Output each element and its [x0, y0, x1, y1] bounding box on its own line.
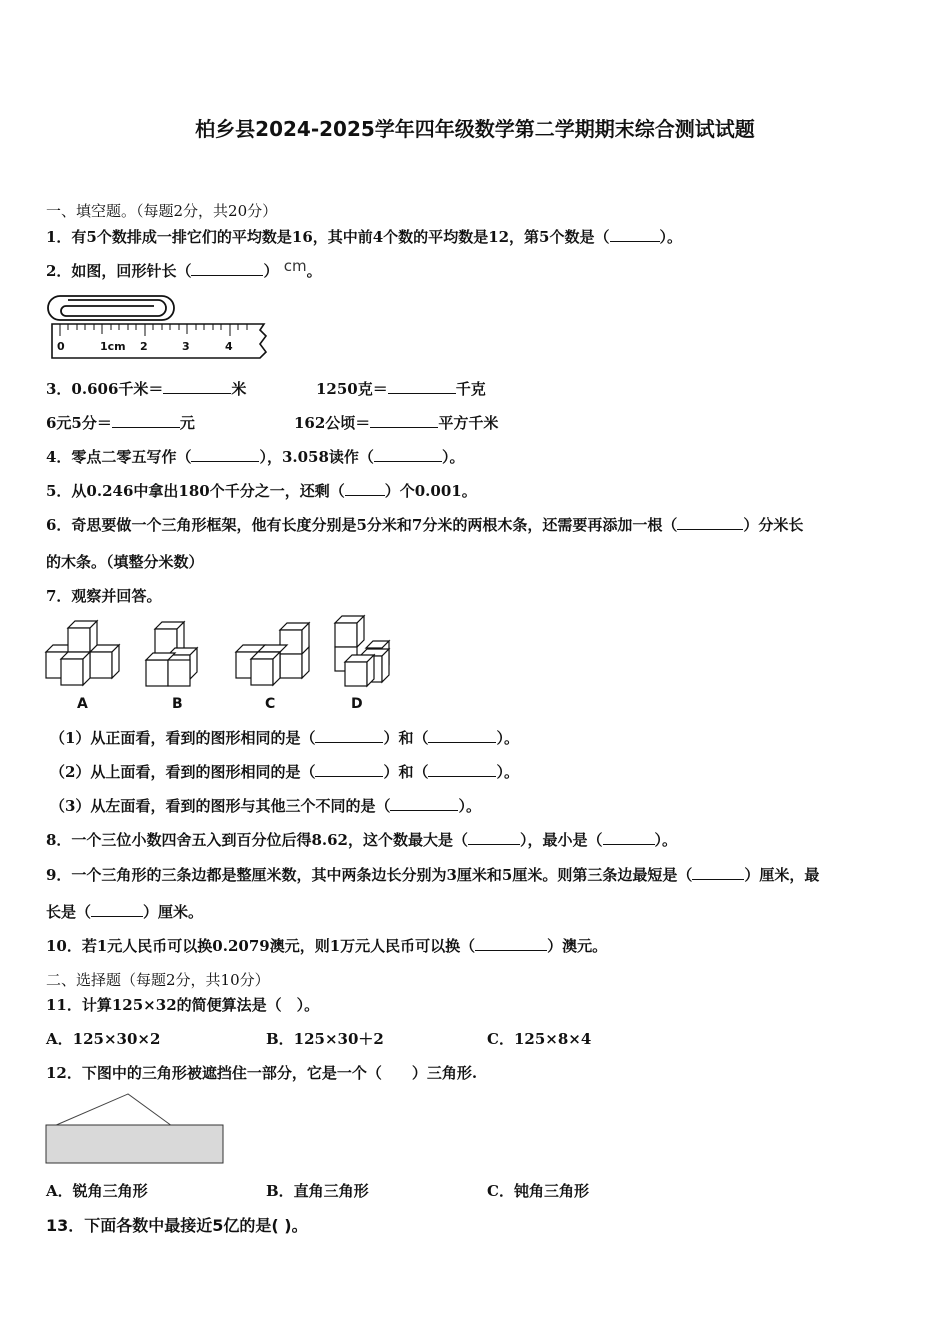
question-5: 5．从0.246中拿出180个千分之一，还剩（ ）个0.001。 — [46, 482, 477, 500]
question-4: 4．零点二零五写作（ ），3.058读作（ ）。 — [46, 448, 465, 466]
answer-blank[interactable] — [112, 413, 180, 428]
option-c[interactable]: C．钝角三角形 — [487, 1182, 589, 1200]
answer-blank[interactable] — [315, 728, 383, 743]
ruler-tick-label: 4 — [225, 340, 233, 353]
answer-blank[interactable] — [163, 379, 231, 394]
question-1: 1．有5个数排成一排它们的平均数是16，其中前4个数的平均数是12，第5个数是（ ）。 — [46, 228, 683, 246]
answer-blank[interactable] — [390, 796, 458, 811]
question-6-continued: 的木条。（填整分米数） — [46, 553, 204, 571]
ruler-tick-label: 1cm — [100, 340, 126, 353]
question-8: 8．一个三位小数四舍五入到百分位后得8.62，这个数最大是（ ），最小是（ ）。 — [46, 831, 678, 849]
cube-figures — [40, 612, 400, 692]
paperclip-icon — [48, 296, 174, 320]
answer-blank[interactable] — [370, 413, 438, 428]
question-3-part-d: 162公顷＝ 平方千米 — [294, 414, 499, 432]
question-7-part-1: （1）从正面看，看到的图形相同的是（ ）和（ ）。 — [50, 729, 519, 747]
answer-blank[interactable] — [345, 481, 385, 496]
answer-blank[interactable] — [603, 830, 655, 845]
answer-blank[interactable] — [610, 227, 660, 242]
figure-label-b: B — [172, 696, 183, 712]
option-b[interactable]: B．125×30＋2 — [266, 1030, 384, 1048]
question-3-part-c: 6元5分＝ 元 — [46, 414, 195, 432]
section-fill-in: 一、填空题。（每题2分，共20分） — [46, 202, 278, 220]
question-7-part-2: （2）从上面看，看到的图形相同的是（ ）和（ ）。 — [50, 763, 519, 781]
answer-blank[interactable] — [468, 830, 520, 845]
question-7-part-3: （3）从左面看，看到的图形与其他三个不同的是（ ）。 — [50, 797, 481, 815]
ruler-tick-label: 2 — [140, 340, 148, 353]
question-3-part-a: 3．0.606千米＝ 米 — [46, 380, 247, 398]
answer-blank[interactable] — [191, 447, 259, 462]
cube-figure-c — [236, 623, 309, 685]
answer-blank[interactable] — [315, 762, 383, 777]
question-3-part-b: 1250克＝ 千克 — [316, 380, 486, 398]
answer-blank[interactable] — [475, 936, 547, 951]
option-c[interactable]: C．125×8×4 — [487, 1030, 592, 1048]
answer-blank[interactable] — [692, 865, 744, 880]
option-a[interactable]: A．锐角三角形 — [46, 1182, 148, 1200]
question-7: 7．观察并回答。 — [46, 587, 162, 605]
question-9-continued: 长是（ ）厘米。 — [46, 903, 204, 921]
ruler-ticks — [60, 324, 247, 336]
answer-blank[interactable] — [677, 515, 743, 530]
cube-figure-a — [46, 621, 119, 685]
answer-blank[interactable] — [388, 379, 456, 394]
ruler-body — [52, 324, 266, 358]
answer-blank[interactable] — [428, 728, 496, 743]
figure-label-c: C — [265, 696, 276, 712]
figure-label-d: D — [351, 696, 363, 712]
ruler-paperclip-figure — [46, 292, 272, 364]
cube-figure-b — [146, 622, 197, 686]
section-choice: 二、选择题（每题2分，共10分） — [46, 971, 270, 989]
question-12: 12．下图中的三角形被遮挡住一部分，它是一个（ ）三角形. — [46, 1064, 478, 1082]
question-13: 13．下面各数中最接近5亿的是( )。 — [46, 1216, 308, 1235]
triangle-visible-part — [54, 1094, 172, 1126]
question-9: 9．一个三角形的三条边都是整厘米数，其中两条边长分别为3厘米和5厘米。则第三条边最短是（ ）厘米，最 — [46, 866, 820, 884]
question-6: 6．奇思要做一个三角形框架，他有长度分别是5分米和7分米的两根木条，还需要再添加一根（ ）分米长 — [46, 516, 804, 534]
ruler-tick-label: 3 — [182, 340, 190, 353]
answer-blank[interactable] — [428, 762, 496, 777]
option-a[interactable]: A．125×30×2 — [46, 1030, 161, 1048]
hidden-triangle-figure — [44, 1092, 226, 1166]
question-11: 11．计算125×32的简便算法是（ ）。 — [46, 996, 320, 1014]
answer-blank[interactable] — [91, 902, 143, 917]
cube-figure-d — [335, 616, 389, 686]
question-2: 2．如图，回形针长（ ） cm。 — [46, 257, 322, 280]
page-title: 柏乡县2024-2025学年四年级数学第二学期期末综合测试试题 — [195, 117, 755, 141]
covering-rectangle — [46, 1125, 223, 1163]
ruler-tick-label: 0 — [57, 340, 65, 353]
answer-blank[interactable] — [191, 261, 263, 276]
figure-label-a: A — [77, 696, 88, 712]
question-10: 10．若1元人民币可以换0.2079澳元，则1万元人民币可以换（ ）澳元。 — [46, 937, 608, 955]
option-b[interactable]: B．直角三角形 — [266, 1182, 369, 1200]
answer-blank[interactable] — [374, 447, 442, 462]
